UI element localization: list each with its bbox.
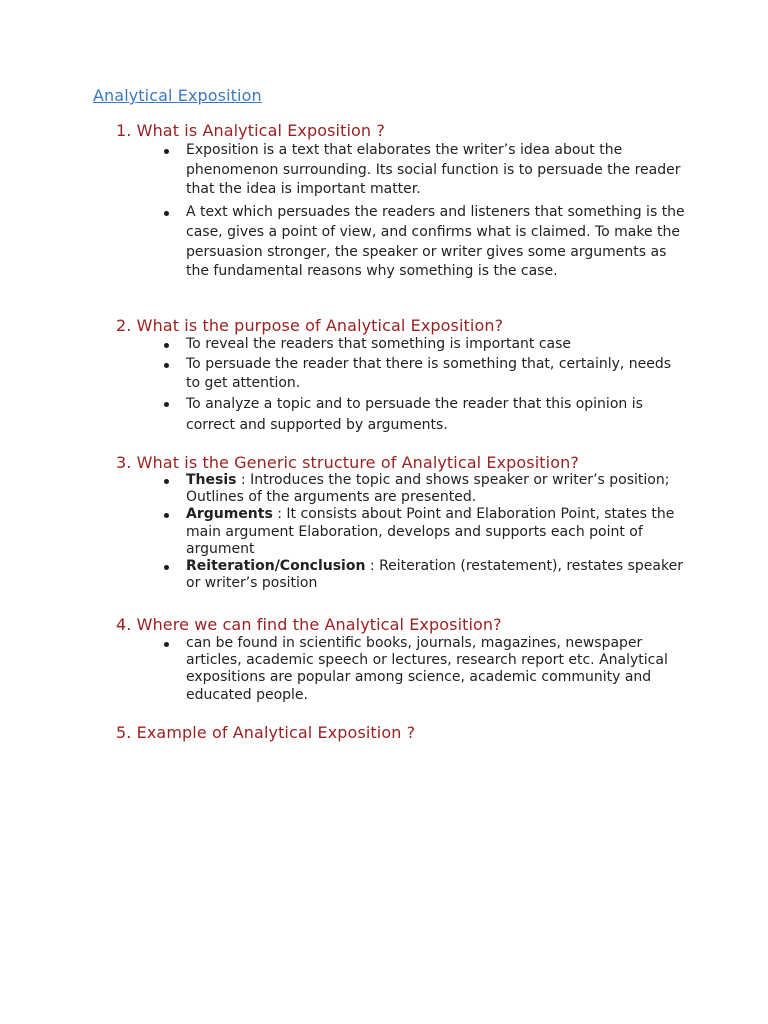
section-3-list — [116, 472, 716, 592]
list-item — [116, 472, 686, 506]
section-5-heading: 5. Example of Analytical Exposition ? — [116, 723, 416, 742]
list-item: To analyze a topic and to persuade the reader that this opinion is correct and supported by arguments. — [116, 394, 686, 435]
term-description: : Reiteration (restatement), restates speaker or writer’s position — [186, 558, 683, 592]
term-arguments: Arguments — [186, 506, 273, 523]
term-thesis: Thesis — [186, 472, 237, 488]
section-2-heading: 2. What is the purpose of Analytical Exposition? — [116, 316, 504, 335]
list-item — [116, 558, 686, 592]
section-4 — [116, 615, 716, 704]
section-1-heading: 1. What is Analytical Exposition ? — [116, 121, 385, 140]
section-3-heading: 3. What is the Generic structure of Analytical Exposition? — [116, 453, 579, 472]
list-item: To persuade the reader that there is something that, certainly, needs to get attention. — [116, 355, 686, 394]
term-description: : It consists about Point and Elaboration Point, states the main argument Elaboration, develops and supports each point of argument — [186, 506, 675, 557]
section-3 — [116, 453, 716, 592]
list-item: can be found in scientific books, journals, magazines, newspaper articles, academic speech or lectures, research report etc. Analytical expositions are popular among science, academic community and educated people. — [116, 635, 686, 704]
term-reiteration: Reiteration/Conclusion — [186, 558, 366, 575]
document-title[interactable]: Analytical Exposition — [93, 86, 262, 105]
section-1 — [116, 121, 716, 282]
section-2-list — [116, 335, 716, 435]
section-1-list — [116, 141, 716, 282]
list-item: To reveal the readers that something is important case — [116, 335, 686, 355]
list-item — [116, 506, 686, 558]
section-2 — [116, 316, 716, 435]
section-5 — [116, 723, 716, 742]
section-4-list — [116, 635, 716, 704]
term-description: : Introduces the topic and shows speaker or writer’s position; Outlines of the arguments are presented. — [186, 472, 670, 506]
list-item: A text which persuades the readers and listeners that something is the case, gives a point of view, and confirms what is claimed. To make the persuasion stronger, the speaker or writer gives some arguments as the fundamental reasons why something is the case. — [116, 203, 686, 282]
list-item: Exposition is a text that elaborates the writer’s idea about the phenomenon surrounding. Its social function is to persuade the reader that the idea is important matter. — [116, 141, 686, 200]
section-4-heading: 4. Where we can find the Analytical Exposition? — [116, 615, 502, 634]
